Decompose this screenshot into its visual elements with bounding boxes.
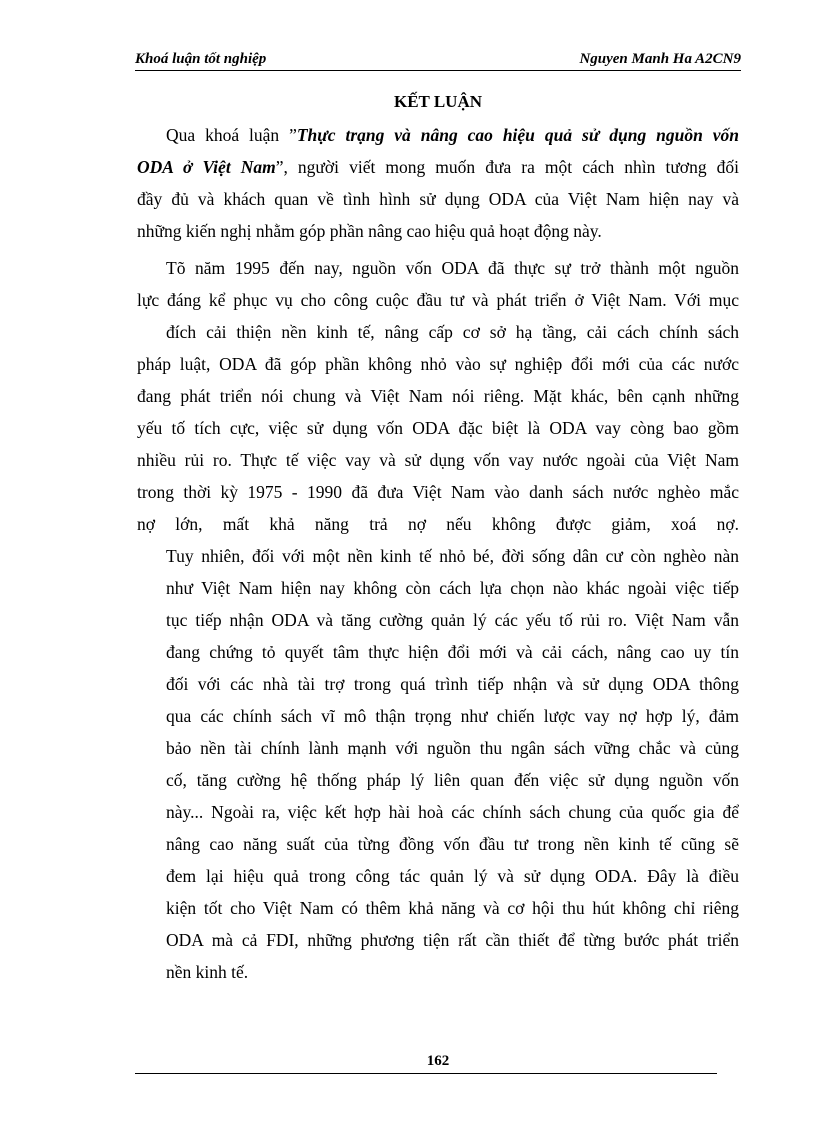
paragraph-line: Tuy nhiên, đối với một nền kinh tế nhỏ bé, đời sống dân cư còn nghèo nàn [166, 546, 739, 566]
paragraph-line: nền kinh tế. [166, 962, 249, 982]
paragraph-line: kiện tốt cho Việt Nam có thêm khả năng và cơ hội thu hút không chỉ riêng [166, 898, 739, 918]
paragraph-line: ODA ở Việt Nam”, người viết mong muốn đưa ra một cách nhìn tương đối [137, 157, 739, 177]
page-title: KẾT LUẬN [393, 92, 482, 111]
paragraph-line: Tõ năm 1995 đến nay, nguồn vốn ODA đã thực sự trở thành một nguồn [166, 258, 739, 278]
paragraph-line: đem lại hiệu quả trong công tác quản lý và sử dụng ODA. Đây là điều [166, 866, 739, 886]
page-number: 162 [426, 1053, 450, 1069]
header-left-title: Khoá luận tốt nghiệp [135, 51, 267, 67]
paragraph-line: Qua khoá luận ”Thực trạng và nâng cao hiệu quả sử dụng nguồn vốn [166, 125, 739, 145]
paragraph-line: đối với các nhà tài trợ trong quá trình tiếp nhận và sử dụng ODA thông [166, 674, 739, 694]
paragraph-line: này... Ngoài ra, việc kết hợp hài hoà các chính sách chung của quốc gia để [166, 802, 739, 822]
paragraph-line: cố, tăng cường hệ thống pháp lý liên quan đến việc sử dụng nguồn vốn [166, 770, 739, 790]
header-divider [135, 70, 741, 71]
paragraph-line: yếu tố tích cực, việc sử dụng vốn ODA đặc biệt là ODA vay còng bao gồm [137, 418, 739, 438]
paragraph-line: đầy đủ và khách quan về tình hình sử dụng ODA của Việt Nam hiện nay và [137, 189, 739, 209]
paragraph-line: đích cải thiện nền kinh tế, nâng cấp cơ sở hạ tầng, cải cách chính sách [166, 322, 739, 342]
header-right-author: Nguyen Manh Ha A2CN9 [579, 51, 741, 67]
paragraph-line: lực đáng kể phục vụ cho công cuộc đầu tư và phát triển ở Việt Nam. Với mục [137, 290, 739, 310]
paragraph-line: như Việt Nam hiện nay không còn cách lựa chọn nào khác ngoài việc tiếp [166, 578, 739, 598]
paragraph-line: nâng cao năng suất của từng đồng vốn đầu tư trong nền kinh tế cũng sẽ [166, 834, 739, 854]
paragraph-line: pháp luật, ODA đã góp phần không nhỏ vào sự nghiệp đổi mới của các nước [137, 354, 739, 374]
paragraph-line: nhiều rủi ro. Thực tế việc vay và sử dụng vốn vay nước ngoài của Việt Nam [137, 450, 739, 470]
paragraph-line: tục tiếp nhận ODA và tăng cường quản lý các yếu tố rủi ro. Việt Nam vẫn [166, 610, 739, 630]
paragraph-line: bảo nền tài chính lành mạnh với nguồn thu ngân sách vững chắc và củng [166, 738, 739, 758]
paragraph-line: đang chứng tỏ quyết tâm thực hiện đổi mới và cải cách, nâng cao uy tín [166, 642, 739, 662]
paragraph-line: những kiến nghị nhằm góp phần nâng cao hiệu quả hoạt động này. [137, 221, 602, 241]
paragraph-line: nợ lớn, mất khả năng trả nợ nếu không được giảm, xoá nợ. [137, 514, 739, 534]
paragraph-line: ODA mà cả FDI, những phương tiện rất cần thiết để từng bước phát triển [166, 930, 739, 950]
paragraph-line: trong thời kỳ 1975 - 1990 đã đưa Việt Nam vào danh sách nước nghèo mắc [137, 482, 739, 502]
footer-divider [135, 1073, 717, 1074]
paragraph-line: qua các chính sách vĩ mô thận trọng như chiến lược vay nợ hợp lý, đảm [166, 706, 739, 726]
paragraph-line: đang phát triển nói chung và Việt Nam nói riêng. Mặt khác, bên cạnh những [137, 386, 739, 406]
